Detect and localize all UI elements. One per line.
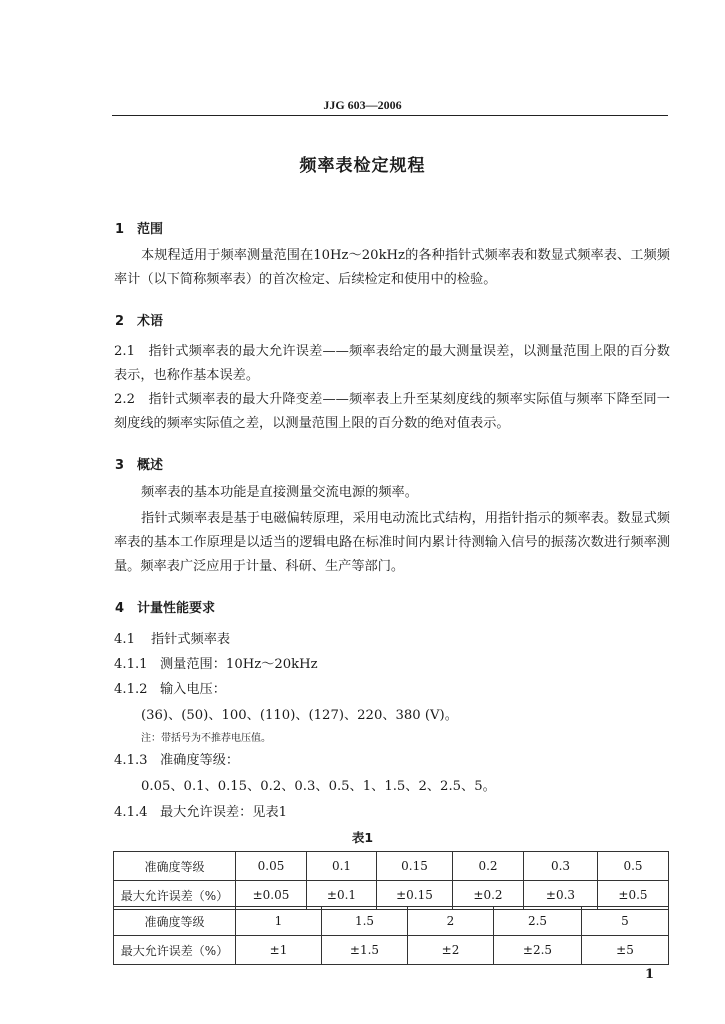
section-1-paragraph: 本规程适用于频率测量范围在10Hz～20kHz的各种指针式频率表和数显式频率表、工频频率计（以下简称频率表）的首次检定、后续检定和使用中的检验。 — [114, 248, 670, 287]
clause-2-2: 2.2 指针式频率表的最大升降变差——频率表上升至某刻度线的频率实际值与频率下降至同一刻度线的频率实际值之差，以测量范围上限的百分数的绝对值表示。 — [114, 392, 670, 431]
table-cell: 0.1 — [307, 852, 377, 881]
table-cell: 准确度等级 — [114, 907, 236, 936]
table-cell: ±0.15 — [377, 881, 453, 910]
section-1-heading — [115, 218, 163, 237]
table-cell: ±1 — [236, 936, 322, 965]
table-row — [114, 907, 669, 936]
table-cell: ±5 — [582, 936, 669, 965]
clause-text: 指针式频率表 — [151, 632, 231, 647]
section-3-paragraph-1: 频率表的基本功能是直接测量交流电源的频率。 — [141, 485, 418, 500]
clause-number: 4.1.3 — [114, 753, 148, 768]
table-cell: ±2.5 — [494, 936, 582, 965]
clause-text: 准确度等级： — [160, 753, 240, 768]
section-number: 1 — [115, 222, 125, 237]
table-cell: ±0.1 — [307, 881, 377, 910]
clause-4-1-3 — [114, 749, 239, 768]
clause-2-1: 2.1 指针式频率表的最大允许误差——频率表给定的最大测量误差，以测量范围上限的百分数表示，也称作基本误差。 — [114, 344, 670, 383]
table-cell: 1.5 — [322, 907, 408, 936]
table-cell: 0.05 — [236, 852, 307, 881]
table-cell: ±0.3 — [524, 881, 598, 910]
clause-4-1 — [114, 628, 230, 647]
voltage-note: 注：带括号为不推荐电压值。 — [141, 733, 271, 744]
table-cell: 准确度等级 — [114, 852, 236, 881]
section-3-paragraph-2: 指针式频率表是基于电磁偏转原理，采用电动流比式结构，用指针指示的频率表。数显式频率表的基本工作原理是以适当的逻辑电路在标准时间内累计待测输入信号的振荡次数进行频率测量。频率表广泛应用于计量、科研、生产等部门。 — [114, 511, 670, 574]
header-rule — [112, 115, 668, 116]
clause-text: 最大允许误差：见表1 — [160, 805, 288, 820]
page-number: 1 — [645, 967, 655, 982]
section-number: 2 — [115, 314, 125, 329]
clause-number: 4.1.2 — [114, 682, 148, 697]
document-title: 频率表检定规程 — [299, 156, 426, 176]
table-row — [114, 852, 669, 881]
table-cell: 0.5 — [598, 852, 669, 881]
table-cell: 2.5 — [494, 907, 582, 936]
table-cell: 2 — [408, 907, 494, 936]
table-cell: ±2 — [408, 936, 494, 965]
clause-number: 4.1.1 — [114, 657, 148, 672]
voltage-list: (36)、(50)、100、(110)、(127)、220、380 (V)。 — [141, 708, 458, 723]
table-cell: ±1.5 — [322, 936, 408, 965]
table-cell: ±0.5 — [598, 881, 669, 910]
section-title: 计量性能要求 — [137, 601, 216, 616]
clause-text: 测量范围：10Hz～20kHz — [160, 657, 318, 672]
section-number: 4 — [115, 601, 125, 616]
section-title: 术语 — [137, 314, 164, 329]
table-cell: 1 — [236, 907, 322, 936]
clause-4-1-4 — [114, 801, 287, 820]
accuracy-table-part-2 — [113, 906, 669, 965]
section-4-heading — [115, 597, 215, 616]
table-cell: ±0.2 — [453, 881, 524, 910]
accuracy-table-part-1 — [113, 851, 669, 910]
table-cell: 0.2 — [453, 852, 524, 881]
section-2-heading — [115, 310, 163, 329]
section-number: 3 — [115, 458, 125, 473]
clause-number: 4.1 — [114, 632, 135, 647]
accuracy-class-list: 0.05、0.1、0.15、0.2、0.3、0.5、1、1.5、2、2.5、5。 — [141, 779, 496, 794]
section-title: 范围 — [137, 222, 164, 237]
section-title: 概述 — [137, 458, 164, 473]
table-cell: 5 — [582, 907, 669, 936]
standard-code: JJG 603—2006 — [323, 98, 402, 112]
table-cell: 最大允许误差（%） — [114, 936, 236, 965]
clause-text: 输入电压： — [160, 682, 226, 697]
clause-4-1-2 — [114, 678, 226, 697]
table-cell: 0.15 — [377, 852, 453, 881]
table-cell: 最大允许误差（%） — [114, 881, 236, 910]
table-row — [114, 936, 669, 965]
table-cell: 0.3 — [524, 852, 598, 881]
table-caption: 表1 — [351, 830, 374, 845]
table-cell: ±0.05 — [236, 881, 307, 910]
clause-4-1-1 — [114, 653, 318, 672]
clause-number: 4.1.4 — [114, 805, 148, 820]
section-3-heading — [115, 454, 163, 473]
